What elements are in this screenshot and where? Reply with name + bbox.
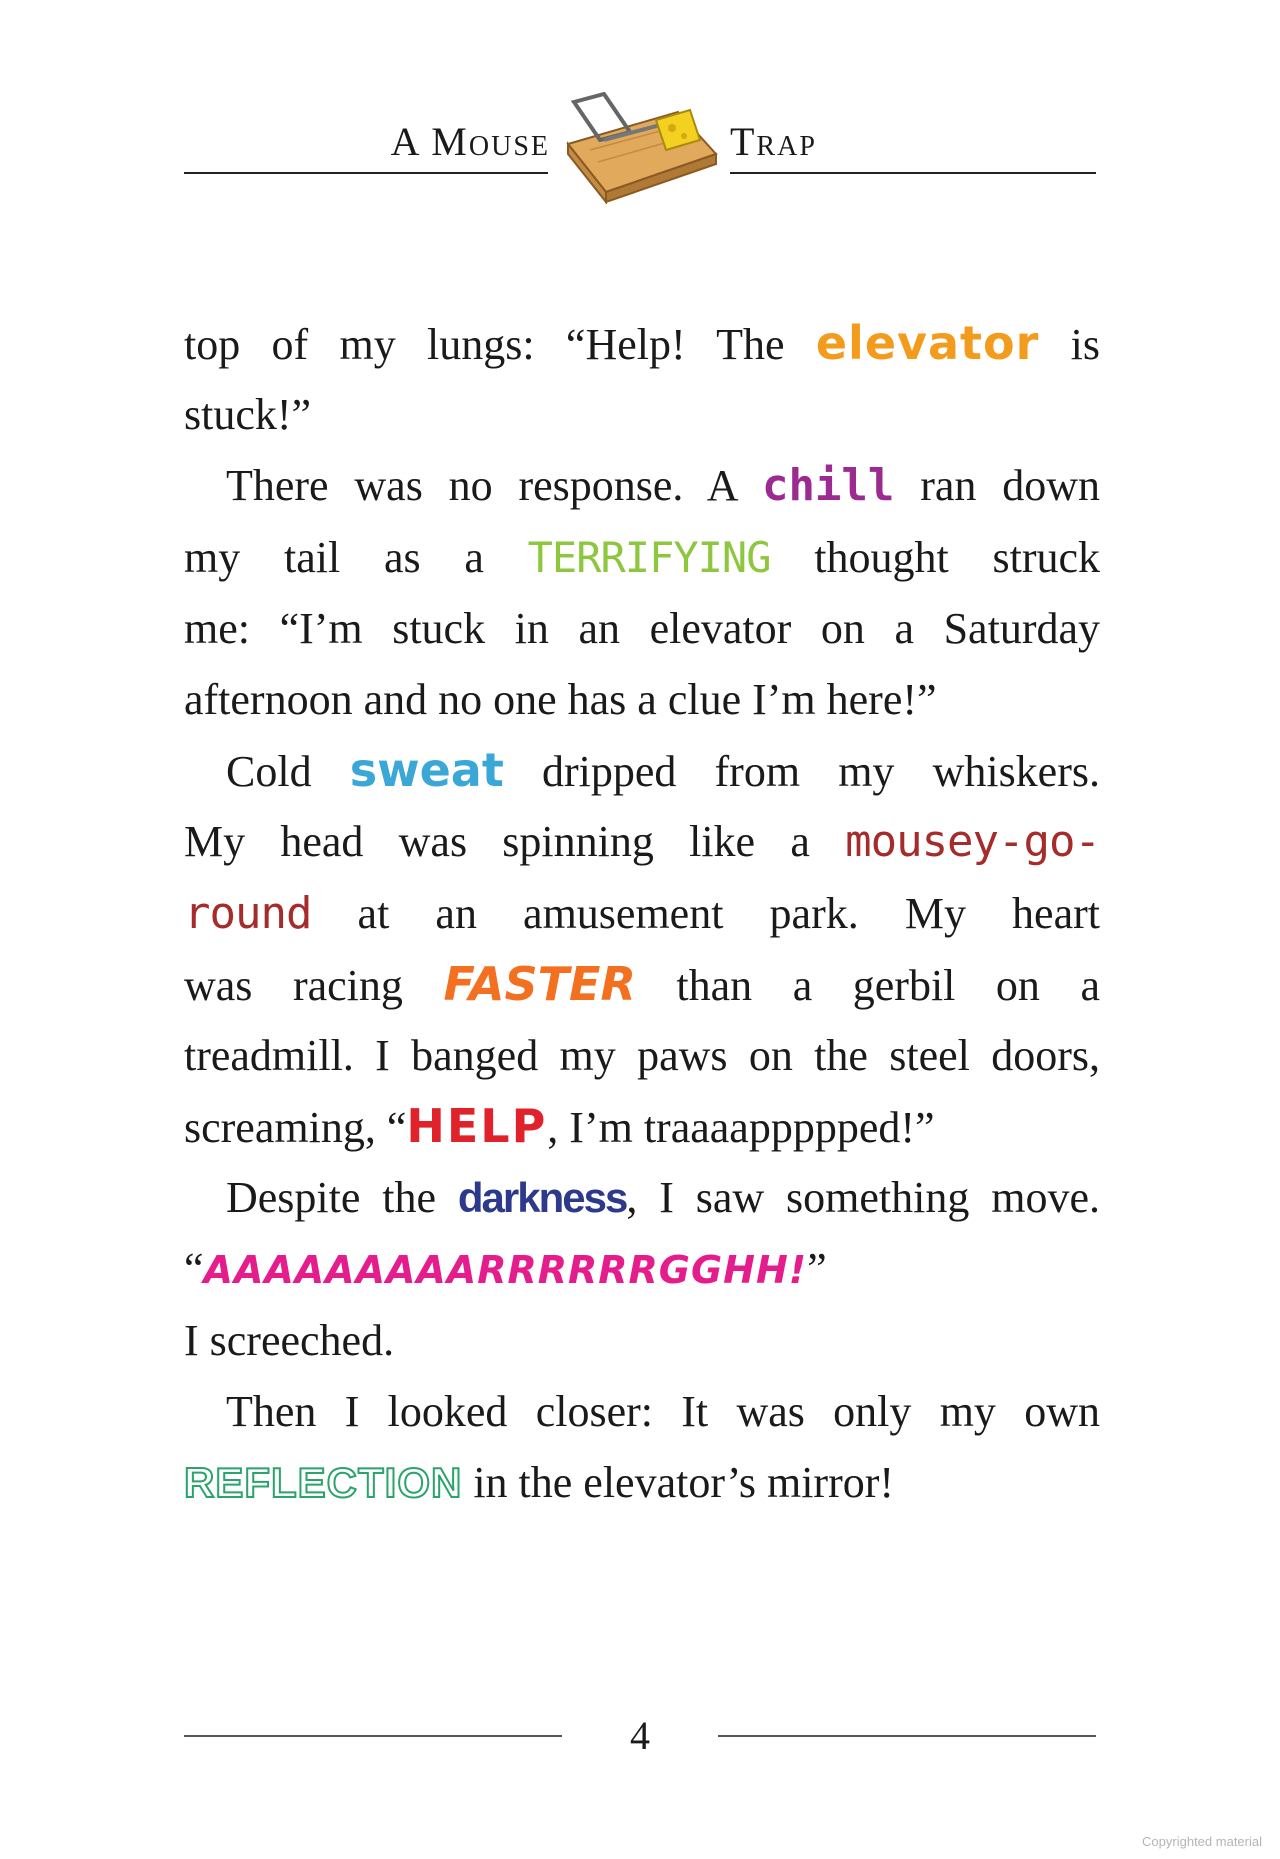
text-run: My head was spinning like a (184, 817, 846, 867)
text-run: at an amusement park. My heart (311, 888, 1100, 938)
text-line (184, 1162, 1100, 1233)
header-rule-left (184, 172, 548, 174)
decorative-word: sweat (349, 743, 504, 798)
mousetrap-with-cheese-icon (560, 92, 720, 204)
decorative-word: darkness (457, 1174, 627, 1222)
text-line (184, 878, 1100, 949)
text-run: There was no response. A (226, 461, 762, 511)
text-run: than a gerbil on a (635, 960, 1100, 1010)
text-run: treadmill. I banged my paws on the steel doors, (184, 1030, 1100, 1080)
text-run: thought struck (770, 532, 1101, 582)
text-run: top of my lungs: “Help! The (184, 320, 816, 369)
decorative-word: round (184, 887, 312, 939)
decorative-word: chill (761, 460, 895, 512)
text-run: ran down (894, 461, 1100, 511)
decorative-word: REFLECTION (184, 1459, 463, 1506)
text-line (184, 1020, 1100, 1091)
decorative-word: FASTER (443, 956, 636, 1011)
text-run: , I’m traaaappppped!” (547, 1103, 935, 1153)
text-line (184, 1305, 1100, 1376)
text-line (184, 806, 1100, 877)
text-line (184, 1091, 1100, 1162)
text-run: Despite the (226, 1173, 458, 1223)
page-number: 4 (630, 1713, 650, 1758)
text-line (184, 1376, 1100, 1447)
running-header (0, 0, 1280, 200)
decorative-word: mousey-go- (845, 816, 1100, 868)
decorative-word: elevator (815, 316, 1040, 370)
text-run: screaming, “ (184, 1103, 407, 1153)
text-line (184, 308, 1100, 379)
text-run: I screeched. (184, 1315, 395, 1365)
text-line (184, 379, 1100, 450)
text-line (184, 522, 1100, 593)
text-line (184, 1447, 1100, 1518)
text-run: Cold (226, 747, 350, 797)
text-line (184, 450, 1100, 521)
text-run: stuck!” (184, 390, 312, 440)
text-run: me: “I’m stuck in an elevator on a Saturday (184, 603, 1100, 653)
footer-rule-left (184, 1735, 562, 1737)
decorative-word: HELP (406, 1099, 548, 1154)
text-line (184, 664, 1100, 735)
text-line (184, 735, 1100, 806)
footer-rule-right (718, 1735, 1096, 1737)
text-run: afternoon and no one has a clue I’m here!” (184, 674, 937, 724)
text-run: Then I looked closer: It was only my own (226, 1386, 1100, 1436)
decorative-word: TERRIFYING (527, 532, 771, 582)
text-line (184, 949, 1100, 1020)
copyright-watermark: Copyrighted material (1142, 1834, 1262, 1849)
text-line (184, 1233, 1100, 1304)
header-title-right: Trap (730, 119, 817, 164)
header-title-left: A Mouse (390, 119, 550, 164)
text-run: , I saw something move. (626, 1173, 1100, 1223)
text-line (184, 593, 1100, 664)
text-run: in the elevator’s mirror! (462, 1458, 895, 1507)
text-run: ” (807, 1244, 827, 1294)
text-run: dripped from my whiskers. (503, 747, 1100, 797)
text-run: “ (184, 1244, 204, 1294)
text-run: was racing (184, 960, 444, 1010)
header-rule-right (730, 172, 1096, 174)
decorative-word: AAAAAAAAARRRRRRGGHH! (203, 1248, 808, 1293)
text-run: my tail as a (184, 532, 528, 582)
page-body-text (184, 308, 1100, 1518)
text-run: is (1039, 320, 1100, 369)
